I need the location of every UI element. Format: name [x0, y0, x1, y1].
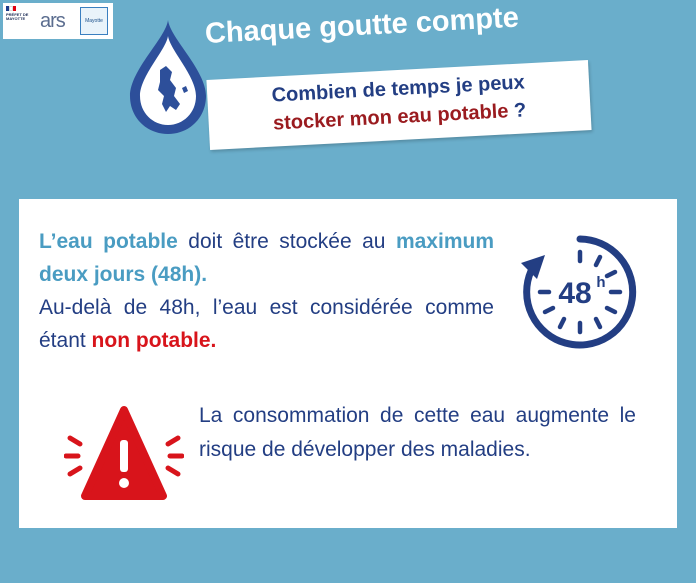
clock-unit: h — [596, 274, 606, 291]
clock-48h-icon — [515, 227, 645, 357]
subtitle-line-2: stocker mon eau potable ? — [272, 99, 527, 135]
ars-logo: ars — [40, 9, 65, 32]
potable-water-label: L’eau potable — [39, 230, 178, 253]
warning-text: La consommation de cette eau augmente le risque de développer des maladies. — [199, 404, 636, 461]
partner-logos — [3, 3, 113, 39]
storage-info-text: L’eau potable doit être stockée au maximum deux jours (48h). Au-delà de 48h, l’eau est considérée comme étant non potable. — [39, 230, 494, 352]
page-title: Chaque goutte compte — [204, 1, 520, 50]
warning-triangle-icon — [64, 404, 184, 504]
subtitle-line-1: Combien de temps je peux — [271, 71, 526, 107]
prefet-logo: PRÉFET DE MAYOTTE — [6, 6, 36, 36]
water-drop-map-icon — [126, 18, 210, 136]
max-duration-label: maximum deux jours (48h). — [39, 230, 494, 286]
subtitle-banner — [206, 60, 591, 150]
non-potable-label: non potable. — [91, 329, 217, 352]
french-flag-icon — [6, 6, 16, 11]
mayotte-badge-logo: Mayotte — [80, 7, 108, 35]
info-panel — [19, 199, 677, 528]
clock-value: 48 — [558, 277, 592, 310]
